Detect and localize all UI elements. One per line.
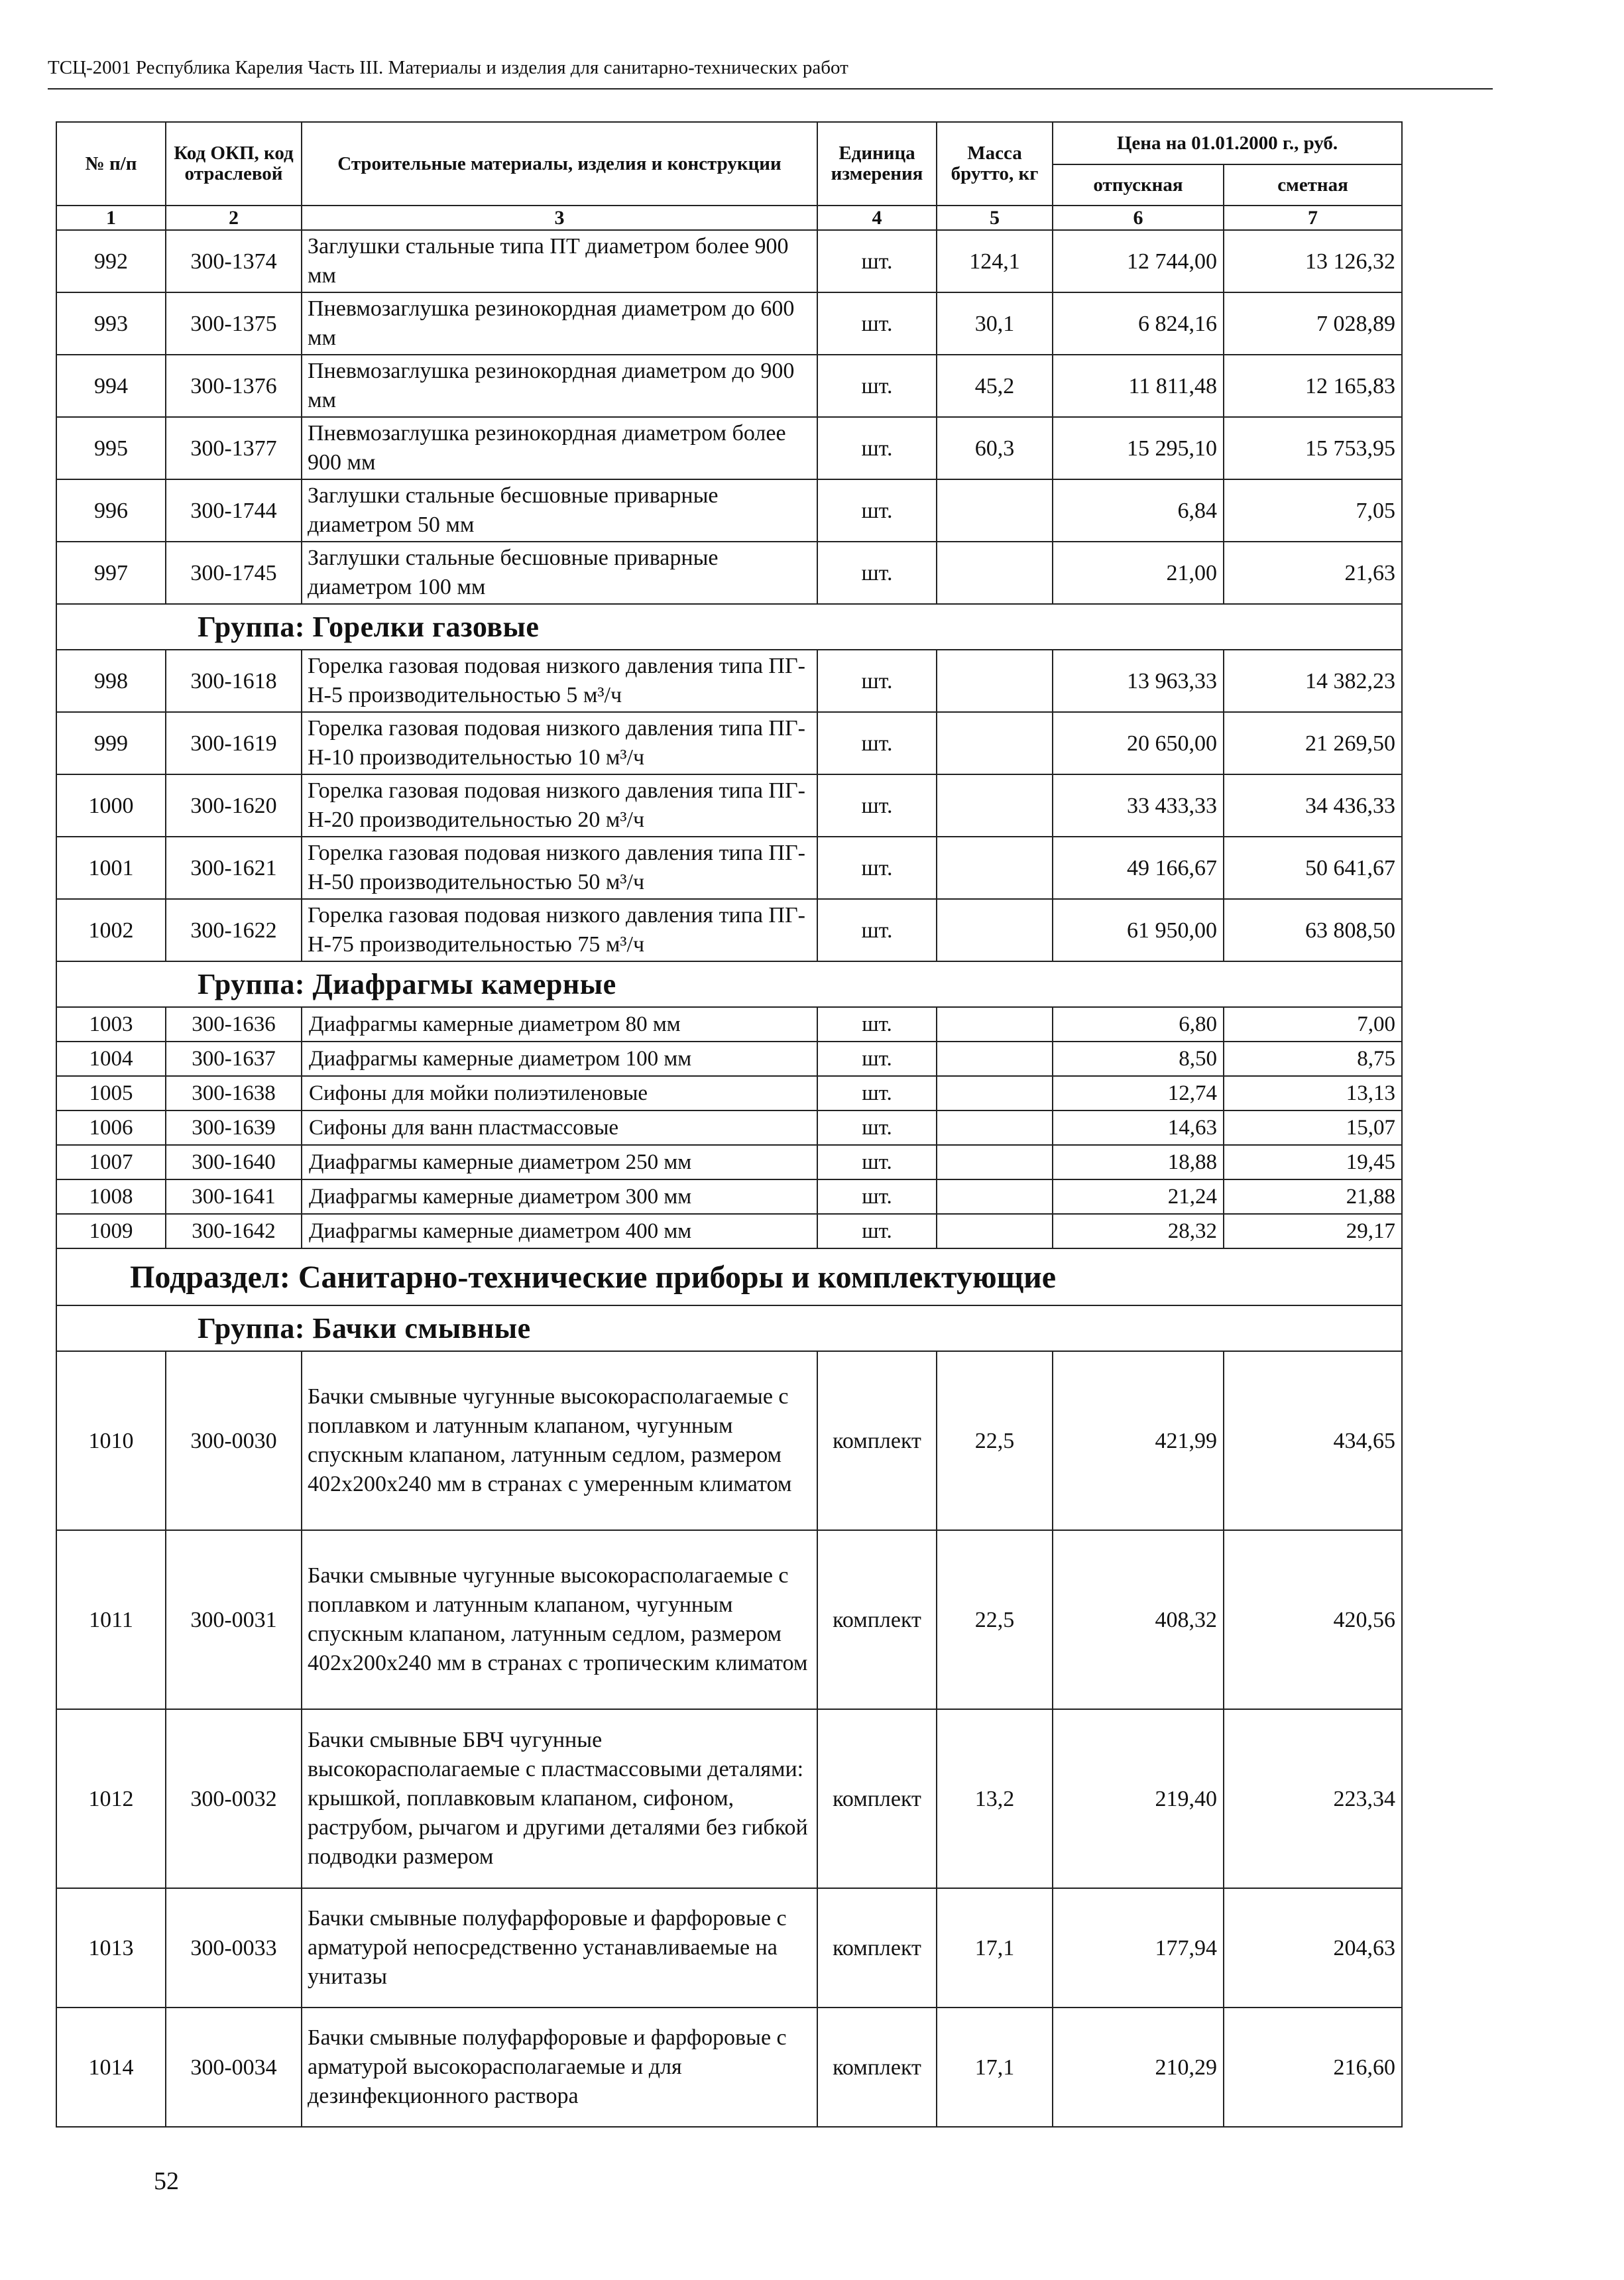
table-row xyxy=(56,1530,1402,1709)
row-number-cell: 1014 xyxy=(56,2008,166,2127)
mass-cell: 124,1 xyxy=(937,230,1053,292)
column-number: 5 xyxy=(937,206,1053,230)
price-table xyxy=(56,121,1403,2128)
header-name: Строительные материалы, изделия и конструкции xyxy=(302,122,817,206)
table-row xyxy=(56,774,1402,837)
group-heading: Группа: Диафрагмы камерные xyxy=(56,961,1402,1007)
table-row xyxy=(56,417,1402,479)
table-row xyxy=(56,1351,1402,1530)
row-number-cell: 1006 xyxy=(56,1110,166,1145)
release-price-cell: 21,00 xyxy=(1053,542,1224,604)
estimate-price-cell: 29,17 xyxy=(1224,1214,1402,1248)
column-number: 1 xyxy=(56,206,166,230)
row-number-cell: 1000 xyxy=(56,774,166,837)
code-cell: 300-1637 xyxy=(166,1042,302,1076)
code-cell: 300-0031 xyxy=(166,1530,302,1709)
release-price-cell: 6,80 xyxy=(1053,1007,1224,1042)
header-price-estimate: сметная xyxy=(1224,164,1402,206)
row-number-cell: 1009 xyxy=(56,1214,166,1248)
page-number: 52 xyxy=(154,2167,179,2195)
code-cell: 300-1374 xyxy=(166,230,302,292)
table-row xyxy=(56,712,1402,774)
group-heading-row xyxy=(56,1305,1402,1351)
name-cell: Диафрагмы камерные диаметром 80 мм xyxy=(302,1007,817,1042)
estimate-price-cell: 13,13 xyxy=(1224,1076,1402,1110)
unit-cell: шт. xyxy=(817,1179,937,1214)
release-price-cell: 15 295,10 xyxy=(1053,417,1224,479)
estimate-price-cell: 8,75 xyxy=(1224,1042,1402,1076)
unit-cell: шт. xyxy=(817,774,937,837)
row-number-cell: 993 xyxy=(56,292,166,355)
mass-cell: 13,2 xyxy=(937,1709,1053,1888)
header-price-release: отпускная xyxy=(1053,164,1224,206)
code-cell: 300-1377 xyxy=(166,417,302,479)
estimate-price-cell: 12 165,83 xyxy=(1224,355,1402,417)
header-mass: Масса брутто, кг xyxy=(937,122,1053,206)
row-number-cell: 1004 xyxy=(56,1042,166,1076)
code-cell: 300-1619 xyxy=(166,712,302,774)
unit-cell: шт. xyxy=(817,230,937,292)
name-cell: Горелка газовая подовая низкого давления типа ПГ-Н-10 производительностью 10 м³/ч xyxy=(302,712,817,774)
mass-cell: 22,5 xyxy=(937,1351,1053,1530)
code-cell: 300-1622 xyxy=(166,899,302,961)
unit-cell: шт. xyxy=(817,479,937,542)
release-price-cell: 61 950,00 xyxy=(1053,899,1224,961)
unit-cell: шт. xyxy=(817,542,937,604)
row-number-cell: 1002 xyxy=(56,899,166,961)
unit-cell: шт. xyxy=(817,1214,937,1248)
row-number-cell: 1011 xyxy=(56,1530,166,1709)
table-row xyxy=(56,1888,1402,2008)
row-number-cell: 995 xyxy=(56,417,166,479)
estimate-price-cell: 15,07 xyxy=(1224,1110,1402,1145)
header-num: № п/п xyxy=(56,122,166,206)
subsection-heading-row xyxy=(56,1248,1402,1305)
estimate-price-cell: 204,63 xyxy=(1224,1888,1402,2008)
unit-cell: шт. xyxy=(817,417,937,479)
mass-cell xyxy=(937,712,1053,774)
release-price-cell: 219,40 xyxy=(1053,1709,1224,1888)
estimate-price-cell: 13 126,32 xyxy=(1224,230,1402,292)
name-cell: Горелка газовая подовая низкого давления типа ПГ-Н-75 производительностью 75 м³/ч xyxy=(302,899,817,961)
unit-cell: шт. xyxy=(817,899,937,961)
unit-cell: шт. xyxy=(817,837,937,899)
mass-cell xyxy=(937,1042,1053,1076)
mass-cell xyxy=(937,479,1053,542)
estimate-price-cell: 21,88 xyxy=(1224,1179,1402,1214)
row-number-cell: 1005 xyxy=(56,1076,166,1110)
code-cell: 300-1639 xyxy=(166,1110,302,1145)
row-number-cell: 1007 xyxy=(56,1145,166,1179)
row-number-cell: 1003 xyxy=(56,1007,166,1042)
unit-cell: комплект xyxy=(817,1530,937,1709)
table-row xyxy=(56,837,1402,899)
name-cell: Бачки смывные чугунные высокорасполагаемые с поплавком и латунным клапаном, чугунным спускным клапаном, латунным седлом, размером 402х200х240 мм в странах с тропическим климатом xyxy=(302,1530,817,1709)
unit-cell: шт. xyxy=(817,650,937,712)
release-price-cell: 18,88 xyxy=(1053,1145,1224,1179)
estimate-price-cell: 216,60 xyxy=(1224,2008,1402,2127)
mass-cell: 60,3 xyxy=(937,417,1053,479)
code-cell: 300-1636 xyxy=(166,1007,302,1042)
table-row xyxy=(56,230,1402,292)
mass-cell xyxy=(937,1214,1053,1248)
name-cell: Диафрагмы камерные диаметром 250 мм xyxy=(302,1145,817,1179)
subsection-heading: Подраздел: Санитарно-технические приборы и комплектующие xyxy=(56,1248,1402,1305)
mass-cell: 22,5 xyxy=(937,1530,1053,1709)
estimate-price-cell: 14 382,23 xyxy=(1224,650,1402,712)
group-heading-row xyxy=(56,604,1402,650)
estimate-price-cell: 7,05 xyxy=(1224,479,1402,542)
name-cell: Диафрагмы камерные диаметром 300 мм xyxy=(302,1179,817,1214)
name-cell: Пневмозаглушка резинокордная диаметром до 600 мм xyxy=(302,292,817,355)
unit-cell: шт. xyxy=(817,355,937,417)
code-cell: 300-0033 xyxy=(166,1888,302,2008)
table-row xyxy=(56,1042,1402,1076)
estimate-price-cell: 15 753,95 xyxy=(1224,417,1402,479)
unit-cell: шт. xyxy=(817,712,937,774)
unit-cell: шт. xyxy=(817,1007,937,1042)
name-cell: Заглушки стальные типа ПТ диаметром более 900 мм xyxy=(302,230,817,292)
row-number-cell: 997 xyxy=(56,542,166,604)
name-cell: Сифоны для мойки полиэтиленовые xyxy=(302,1076,817,1110)
name-cell: Пневмозаглушка резинокордная диаметром более 900 мм xyxy=(302,417,817,479)
name-cell: Бачки смывные полуфарфоровые и фарфоровые с арматурой высокорасполагаемые и для дезинфекционного раствора xyxy=(302,2008,817,2127)
table-row xyxy=(56,1709,1402,1888)
estimate-price-cell: 21,63 xyxy=(1224,542,1402,604)
mass-cell: 17,1 xyxy=(937,2008,1053,2127)
group-heading: Группа: Горелки газовые xyxy=(56,604,1402,650)
name-cell: Бачки смывные полуфарфоровые и фарфоровые с арматурой непосредственно устанавливаемые на унитазы xyxy=(302,1888,817,2008)
name-cell: Диафрагмы камерные диаметром 400 мм xyxy=(302,1214,817,1248)
estimate-price-cell: 434,65 xyxy=(1224,1351,1402,1530)
table-row xyxy=(56,355,1402,417)
code-cell: 300-1618 xyxy=(166,650,302,712)
code-cell: 300-1642 xyxy=(166,1214,302,1248)
column-number: 4 xyxy=(817,206,937,230)
code-cell: 300-1744 xyxy=(166,479,302,542)
release-price-cell: 33 433,33 xyxy=(1053,774,1224,837)
running-header: ТСЦ-2001 Республика Карелия Часть III. Материалы и изделия для санитарно-технических работ xyxy=(48,57,848,78)
column-number: 6 xyxy=(1053,206,1224,230)
release-price-cell: 210,29 xyxy=(1053,2008,1224,2127)
release-price-cell: 6 824,16 xyxy=(1053,292,1224,355)
release-price-cell: 12 744,00 xyxy=(1053,230,1224,292)
unit-cell: шт. xyxy=(817,1145,937,1179)
table-row xyxy=(56,1214,1402,1248)
row-number-cell: 996 xyxy=(56,479,166,542)
row-number-cell: 992 xyxy=(56,230,166,292)
name-cell: Бачки смывные чугунные высокорасполагаемые с поплавком и латунным клапаном, чугунным спускным клапаном, латунным седлом, размером 402х200х240 мм в странах с умеренным климатом xyxy=(302,1351,817,1530)
row-number-cell: 1010 xyxy=(56,1351,166,1530)
release-price-cell: 8,50 xyxy=(1053,1042,1224,1076)
row-number-cell: 994 xyxy=(56,355,166,417)
mass-cell xyxy=(937,774,1053,837)
mass-cell xyxy=(937,1145,1053,1179)
code-cell: 300-1620 xyxy=(166,774,302,837)
estimate-price-cell: 420,56 xyxy=(1224,1530,1402,1709)
header-code: Код ОКП, код отраслевой xyxy=(166,122,302,206)
table-row xyxy=(56,2008,1402,2127)
mass-cell xyxy=(937,542,1053,604)
mass-cell: 45,2 xyxy=(937,355,1053,417)
table-row xyxy=(56,1145,1402,1179)
unit-cell: комплект xyxy=(817,2008,937,2127)
mass-cell: 17,1 xyxy=(937,1888,1053,2008)
release-price-cell: 177,94 xyxy=(1053,1888,1224,2008)
table-row xyxy=(56,1110,1402,1145)
unit-cell: шт. xyxy=(817,1110,937,1145)
release-price-cell: 14,63 xyxy=(1053,1110,1224,1145)
release-price-cell: 421,99 xyxy=(1053,1351,1224,1530)
estimate-price-cell: 7 028,89 xyxy=(1224,292,1402,355)
estimate-price-cell: 7,00 xyxy=(1224,1007,1402,1042)
mass-cell xyxy=(937,1076,1053,1110)
code-cell: 300-1638 xyxy=(166,1076,302,1110)
estimate-price-cell: 34 436,33 xyxy=(1224,774,1402,837)
name-cell: Горелка газовая подовая низкого давления типа ПГ-Н-5 производительностью 5 м³/ч xyxy=(302,650,817,712)
row-number-cell: 999 xyxy=(56,712,166,774)
table-row xyxy=(56,1179,1402,1214)
release-price-cell: 12,74 xyxy=(1053,1076,1224,1110)
column-number: 7 xyxy=(1224,206,1402,230)
release-price-cell: 28,32 xyxy=(1053,1214,1224,1248)
mass-cell xyxy=(937,1007,1053,1042)
group-heading-row xyxy=(56,961,1402,1007)
table-header xyxy=(56,122,1402,230)
table-row xyxy=(56,1007,1402,1042)
column-number: 2 xyxy=(166,206,302,230)
mass-cell xyxy=(937,837,1053,899)
release-price-cell: 49 166,67 xyxy=(1053,837,1224,899)
unit-cell: комплект xyxy=(817,1888,937,2008)
unit-cell: шт. xyxy=(817,1076,937,1110)
table-row xyxy=(56,899,1402,961)
mass-cell: 30,1 xyxy=(937,292,1053,355)
name-cell: Пневмозаглушка резинокордная диаметром до 900 мм xyxy=(302,355,817,417)
estimate-price-cell: 21 269,50 xyxy=(1224,712,1402,774)
header-rule xyxy=(48,88,1493,90)
name-cell: Заглушки стальные бесшовные приварные диаметром 50 мм xyxy=(302,479,817,542)
code-cell: 300-0032 xyxy=(166,1709,302,1888)
table-row xyxy=(56,542,1402,604)
price-table-container xyxy=(56,121,1401,2128)
group-heading: Группа: Бачки смывные xyxy=(56,1305,1402,1351)
mass-cell xyxy=(937,899,1053,961)
unit-cell: шт. xyxy=(817,1042,937,1076)
mass-cell xyxy=(937,1110,1053,1145)
row-number-cell: 1012 xyxy=(56,1709,166,1888)
unit-cell: комплект xyxy=(817,1351,937,1530)
estimate-price-cell: 50 641,67 xyxy=(1224,837,1402,899)
unit-cell: комплект xyxy=(817,1709,937,1888)
row-number-cell: 1013 xyxy=(56,1888,166,2008)
estimate-price-cell: 63 808,50 xyxy=(1224,899,1402,961)
name-cell: Бачки смывные БВЧ чугунные высокорасполагаемые с пластмассовыми деталями: крышкой, поплавковым клапаном, сифоном, раструбом, рычагом и другими деталями без гибкой подводки размером xyxy=(302,1709,817,1888)
unit-cell: шт. xyxy=(817,292,937,355)
release-price-cell: 20 650,00 xyxy=(1053,712,1224,774)
release-price-cell: 6,84 xyxy=(1053,479,1224,542)
code-cell: 300-1621 xyxy=(166,837,302,899)
code-cell: 300-0034 xyxy=(166,2008,302,2127)
release-price-cell: 408,32 xyxy=(1053,1530,1224,1709)
name-cell: Горелка газовая подовая низкого давления типа ПГ-Н-50 производительностью 50 м³/ч xyxy=(302,837,817,899)
code-cell: 300-0030 xyxy=(166,1351,302,1530)
release-price-cell: 11 811,48 xyxy=(1053,355,1224,417)
release-price-cell: 21,24 xyxy=(1053,1179,1224,1214)
table-row xyxy=(56,292,1402,355)
mass-cell xyxy=(937,650,1053,712)
header-unit: Единица измерения xyxy=(817,122,937,206)
table-row xyxy=(56,1076,1402,1110)
code-cell: 300-1375 xyxy=(166,292,302,355)
name-cell: Диафрагмы камерные диаметром 100 мм xyxy=(302,1042,817,1076)
table-body xyxy=(56,230,1402,2127)
code-cell: 300-1640 xyxy=(166,1145,302,1179)
row-number-cell: 998 xyxy=(56,650,166,712)
code-cell: 300-1745 xyxy=(166,542,302,604)
row-number-cell: 1001 xyxy=(56,837,166,899)
estimate-price-cell: 223,34 xyxy=(1224,1709,1402,1888)
name-cell: Горелка газовая подовая низкого давления типа ПГ-Н-20 производительностью 20 м³/ч xyxy=(302,774,817,837)
estimate-price-cell: 19,45 xyxy=(1224,1145,1402,1179)
mass-cell xyxy=(937,1179,1053,1214)
release-price-cell: 13 963,33 xyxy=(1053,650,1224,712)
name-cell: Сифоны для ванн пластмассовые xyxy=(302,1110,817,1145)
table-row xyxy=(56,650,1402,712)
header-price-group: Цена на 01.01.2000 г., руб. xyxy=(1053,122,1402,164)
column-number: 3 xyxy=(302,206,817,230)
code-cell: 300-1376 xyxy=(166,355,302,417)
name-cell: Заглушки стальные бесшовные приварные диаметром 100 мм xyxy=(302,542,817,604)
code-cell: 300-1641 xyxy=(166,1179,302,1214)
row-number-cell: 1008 xyxy=(56,1179,166,1214)
table-row xyxy=(56,479,1402,542)
